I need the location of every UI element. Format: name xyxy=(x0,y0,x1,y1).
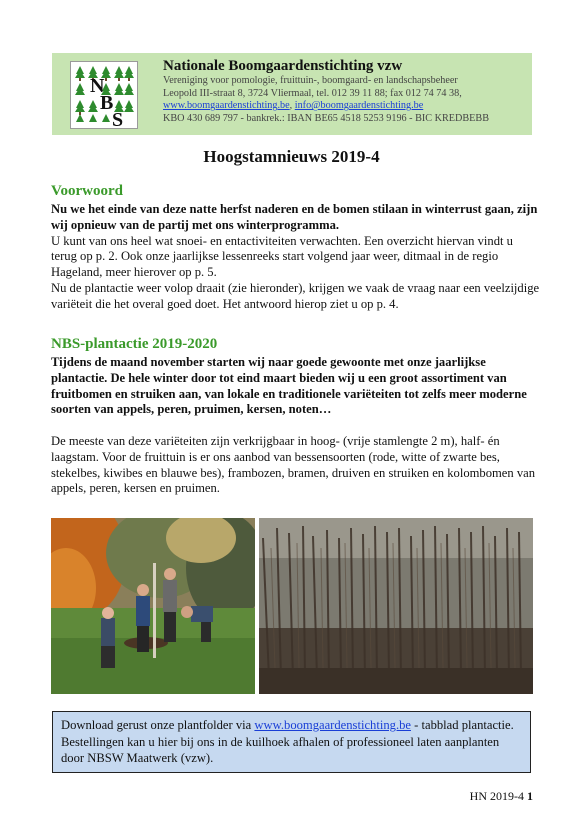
svg-text:N: N xyxy=(90,75,105,97)
download-text-1: Download gerust onze plantfolder via xyxy=(61,718,255,732)
plantfolder-link[interactable]: www.boomgaardenstichting.be xyxy=(254,718,411,732)
download-text-2: - tabblad plantactie. Bestellingen kan u hier bij ons in de kuilhoek afhalen of professioneel laten aanplanten door NBSW Maatwerk (vzw). xyxy=(61,718,514,765)
photo-nursery-trees xyxy=(259,518,533,694)
org-name: Nationale Boomgaardenstichting vzw xyxy=(163,58,403,74)
voorwoord-body-2: Nu de plantactie weer volop draait (zie hieronder), krijgen we vaak de vraag naar een veelzijdige variëteit die het overal goed doet. Het antwoord hierop ziet u op p. 4. xyxy=(51,280,540,311)
page-footer xyxy=(470,789,533,804)
org-tagline: Vereniging voor pomologie, fruittuin-, boomgaard- en landschapsbeheer xyxy=(163,75,458,86)
org-bank-line: KBO 430 689 797 - bankrek.: IBAN BE65 4518 5253 9196 - BIC KREDBEBB xyxy=(163,112,489,124)
org-address: Leopold III-straat 8, 3724 Vliermaal, tel. 012 39 11 88; fax 012 74 74 38, xyxy=(163,87,462,99)
photo-planting-trees xyxy=(51,518,255,694)
email-separator: , xyxy=(289,100,295,112)
email-link[interactable]: info@boomgaardenstichting.be xyxy=(294,100,424,112)
voorwoord-intro: Nu we het einde van deze natte herfst naderen en de bomen stilaan in winterrust gaan, zijn wij opnieuw van de partij met ons winterprogramma. xyxy=(51,202,538,232)
org-header xyxy=(52,53,532,135)
website-link[interactable]: www.boomgaardenstichting.be xyxy=(163,100,290,112)
plantactie-text xyxy=(51,355,541,497)
svg-text:S: S xyxy=(112,109,124,128)
newsletter-title: Hoogstamnieuws 2019-4 xyxy=(203,147,380,166)
org-contact-line xyxy=(163,100,528,113)
section-heading-voorwoord: Voorwoord xyxy=(51,183,123,199)
svg-text:B: B xyxy=(100,92,114,114)
voorwoord-text xyxy=(51,202,541,313)
section-heading-plantactie: NBS-plantactie 2019-2020 xyxy=(51,336,218,352)
nbs-logo xyxy=(70,61,138,129)
download-info-box xyxy=(52,711,531,773)
voorwoord-body-1: U kunt van ons heel wat snoei- en entactiviteiten verwachten. Een overzicht hiervan vindt u terug op p. 2. Ook onze jaarlijkse lessenreeks start volgend jaar weer, ditmaal in de regio Hageland, meer hierover op p. 5. xyxy=(51,233,513,280)
page-number: 1 xyxy=(527,789,533,803)
footer-issue: HN 2019-4 xyxy=(469,789,524,803)
plantactie-body: De meeste van deze variëteiten zijn verkrijgbaar in hoog- (vrije stamlengte 2 m), half- én laagstam. Voor de fruittuin is er ons aanbod van bessensoorten (rode, witte of zwarte bes, stekelbes, kiwibes en blauwe bes), frambozen, bramen, druiven en struiken en kolombomen van appels, peren, kersen en pruimen. xyxy=(51,433,536,496)
plantactie-intro: Tijdens de maand november starten wij naar goede gewoonte met onze jaarlijkse plantactie. De hele winter door tot eind maart bieden wij u een groot assortiment van fruitbomen en struiken aan, van lokale en traditionele variëteiten tot zelfs meer moderne soorten van appels, peren, pruimen, kersen, noten… xyxy=(51,355,527,417)
